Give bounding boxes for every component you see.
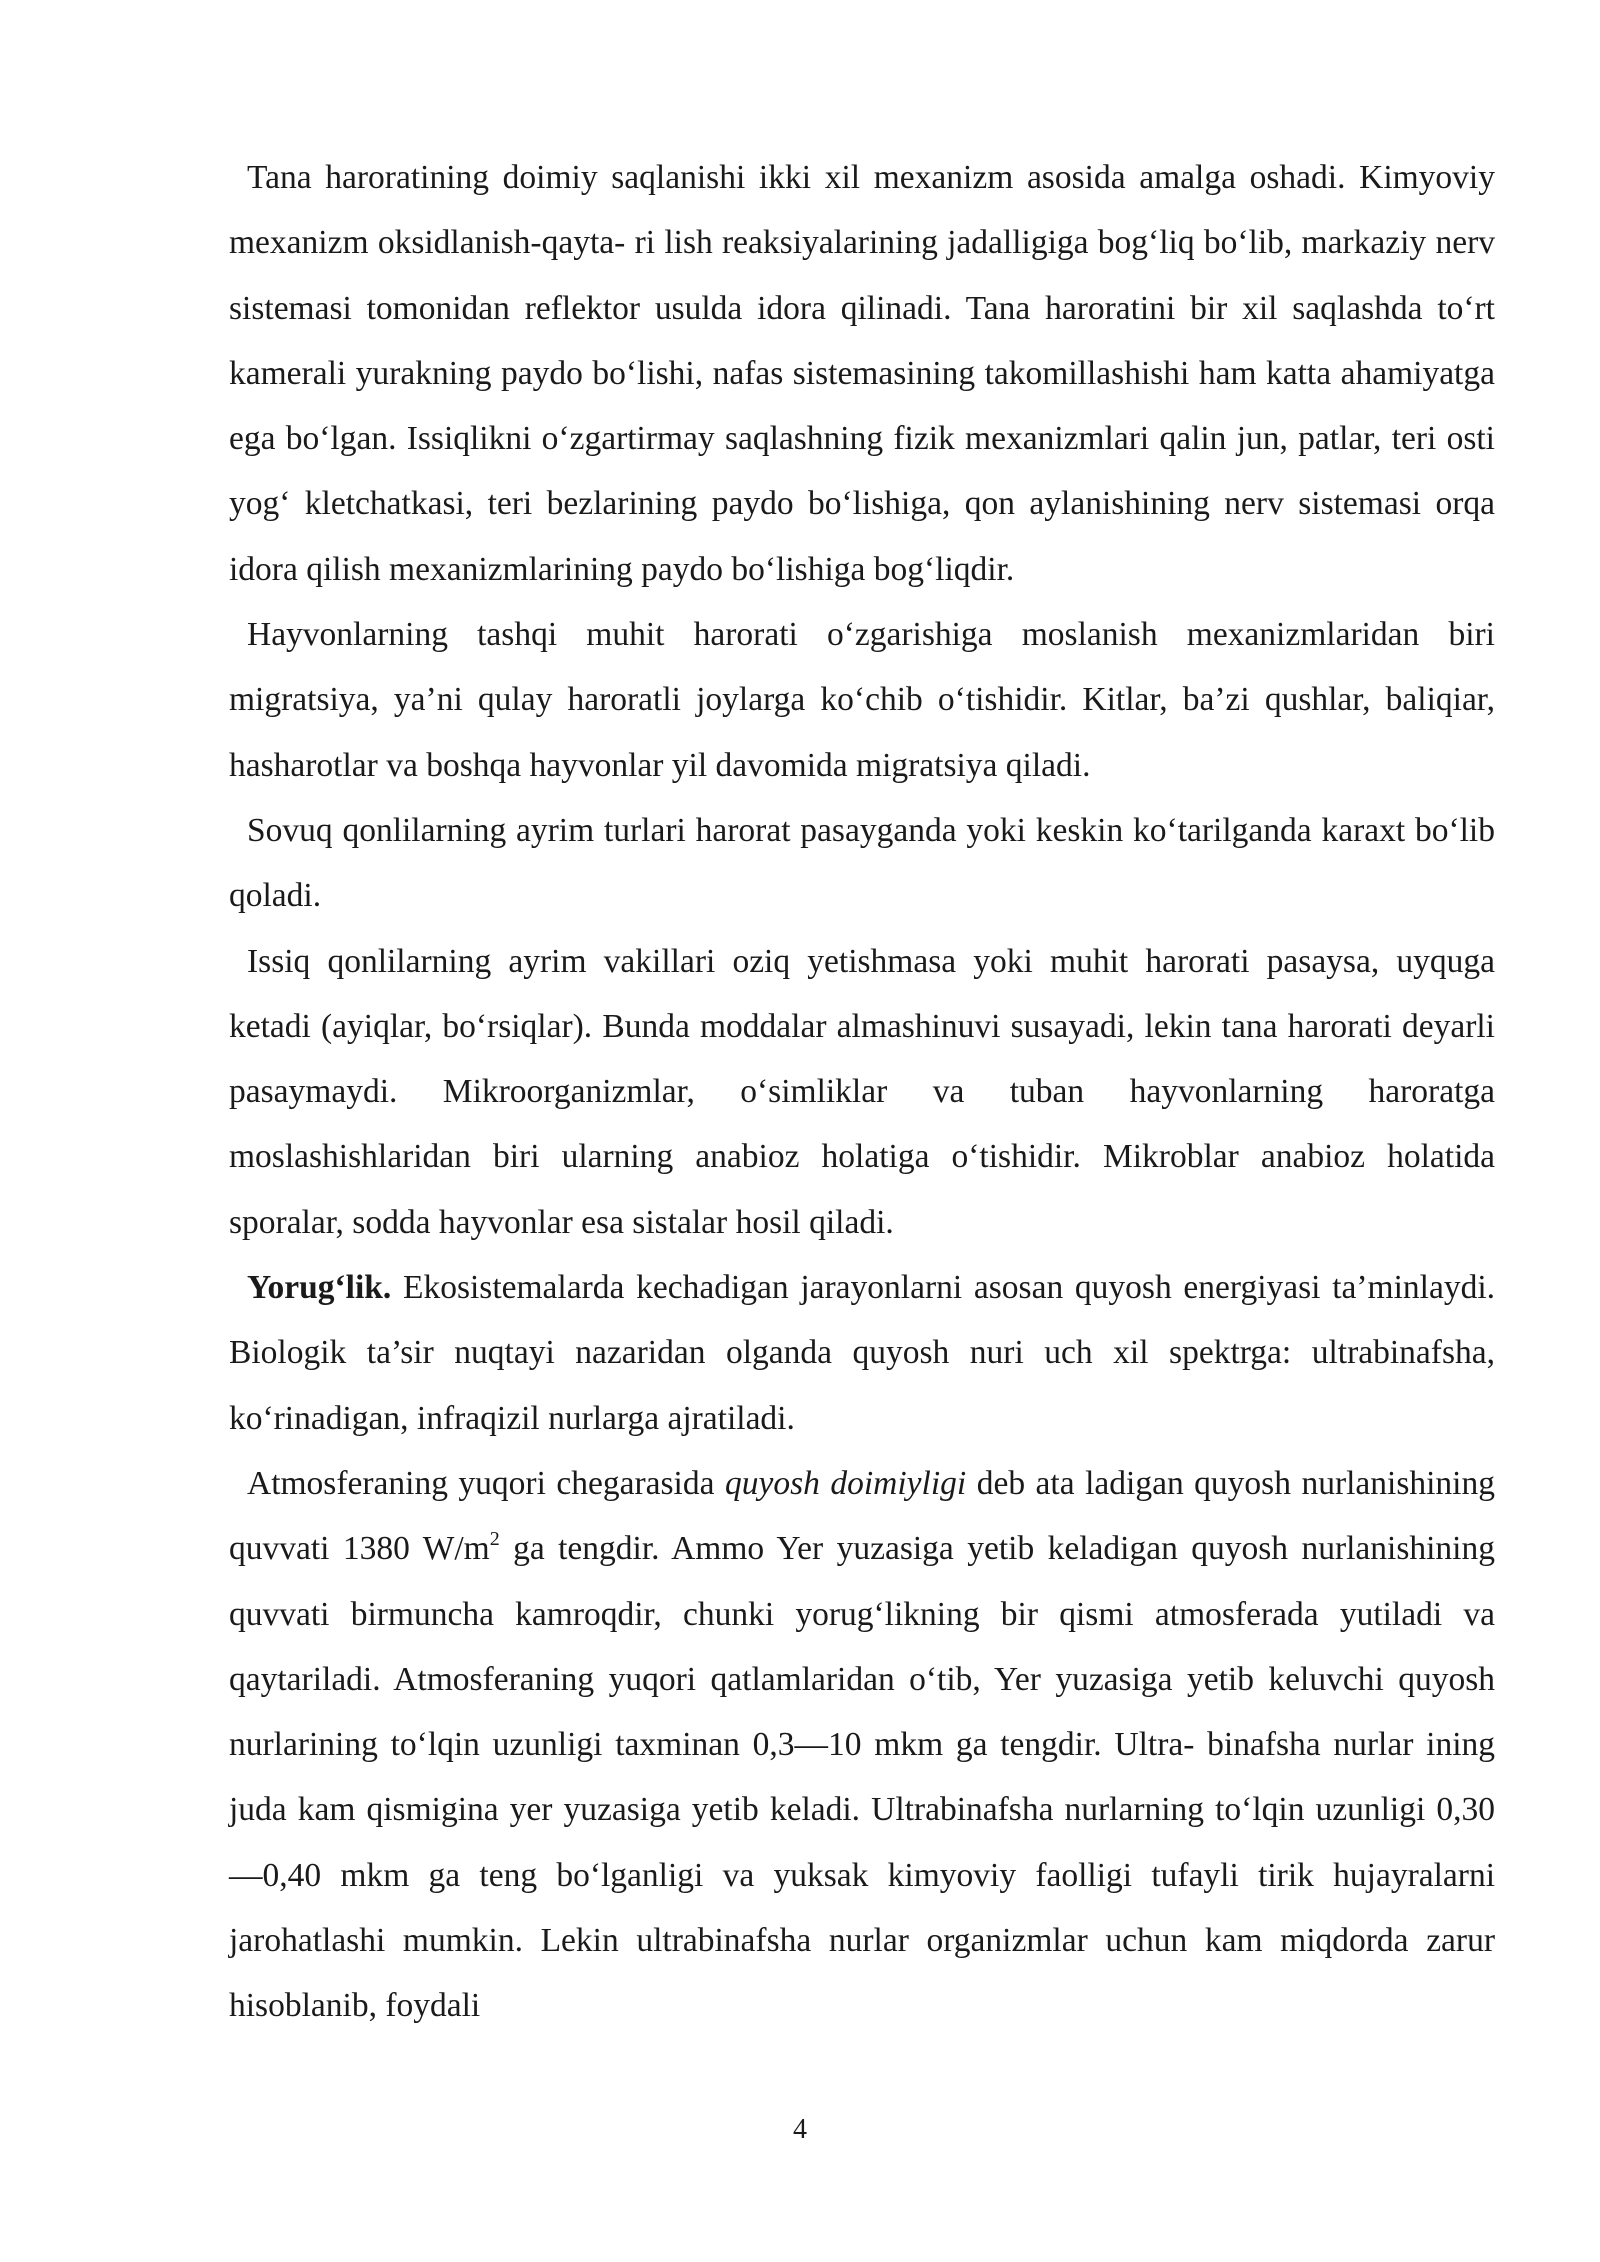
paragraph-text-start: Atmosferaning yuqori chegarasida bbox=[247, 1464, 725, 1502]
paragraph-text: Hayvonlarning tashqi muhit harorati o‘zgarishiga moslanish mexanizmlaridan biri migratsiya, ya’ni qulay haroratli joylarga ko‘chib o‘tishidir. Kitlar, ba’zi qushlar, baliqiar, hasharotlar va boshqa hayvonlar yil davomida migratsiya qiladi. bbox=[229, 616, 1495, 784]
paragraph-migration bbox=[229, 602, 1495, 798]
paragraph-thermoregulation bbox=[229, 145, 1495, 602]
paragraph-text-middle: deb ata ladigan quyosh nurlanishining quvvati 1380 W/m bbox=[229, 1464, 1495, 1568]
paragraph-warm-blooded bbox=[229, 929, 1495, 1255]
paragraph-solar-constant bbox=[229, 1451, 1495, 2039]
document-page bbox=[229, 145, 1495, 2039]
paragraph-text: Issiq qonlilarning ayrim vakillari oziq yetishmasa yoki muhit harorati pasaysa, uyquga ketadi (ayiqlar, bo‘rsiqlar). Bunda moddalar almashinuvi susayadi, lekin tana harorati deyarli pasaymaydi. Mikroorganizmlar, o‘simliklar va tuban hayvonlarning haroratga moslashishlaridan biri ularning anabioz holatiga o‘tishidir. Mikroblar anabioz holatida sporalar, sodda hayvonlar esa sistalar hosil qiladi. bbox=[229, 942, 1495, 1241]
paragraph-text: Tana haroratining doimiy saqlanishi ikki xil mexanizm asosida amalga oshadi. Kimyoviy mexanizm oksidlanish-qayta- ri lish reaksiyalarining jadalligiga bog‘liq bo‘lib, markaziy nerv sistemasi tomonidan reflektor usulda idora qilinadi. Tana haroratini bir xil saqlashda to‘rt kamerali yurakning paydo bo‘lishi, nafas sistemasining takomillashishi ham katta ahamiyatga ega bo‘lgan. Issiqlikni o‘zgartirmay saqlashning fizik mexanizmlari qalin jun, patlar, teri osti yog‘ kletchatkasi, teri bezlarining paydo bo‘lishiga, qon aylanishining nerv sistemasi orqa idora qilish mexanizmlarining paydo bo‘lishiga bog‘liqdir. bbox=[229, 159, 1495, 588]
section-heading: Yorug‘lik. bbox=[247, 1269, 392, 1307]
italic-term: quyosh doimiyligi bbox=[724, 1464, 967, 1502]
paragraph-text-end: ga tengdir. Ammo Yer yuzasiga yetib keladigan quyosh nurlanishining quvvati birmuncha kamroqdir, chunki yorug‘likning bir qismi atmosferada yutiladi va qaytariladi. Atmosferaning yuqori qatlamlaridan o‘tib, Yer yuzasiga yetib keluvchi quyosh nurlarining to‘lqin uzunligi taxminan 0,3—10 mkm ga tengdir. Ultra- binafsha nurlar ining juda kam qismigina yer yuzasiga yetib keladi. Ultrabinafsha nurlarning to‘lqin uzunligi 0,30—0,40 mkm ga teng bo‘lganligi va yuksak kimyoviy faolligi tufayli tirik hujayralarni jarohatlashi mumkin. Lekin ultrabinafsha nurlar organizmlar uchun kam miqdorda zarur hisoblanib, foydali bbox=[229, 1530, 1495, 2025]
paragraph-text: Ekosistemalarda kechadigan jarayonlarni asosan quyosh energiyasi ta’minlaydi. Biologik ta’sir nuqtayi nazaridan olganda quyosh nuri uch xil spektrga: ultrabinafsha, ko‘rinadigan, infraqizil nurlarga ajratiladi. bbox=[229, 1269, 1495, 1437]
paragraph-cold-blooded bbox=[229, 798, 1495, 929]
page-number: 4 bbox=[793, 2114, 807, 2145]
unit-superscript: 2 bbox=[489, 1528, 500, 1551]
paragraph-light bbox=[229, 1255, 1495, 1451]
paragraph-text: Sovuq qonlilarning ayrim turlari harorat pasayganda yoki keskin ko‘tarilganda karaxt bo‘lib qoladi. bbox=[229, 811, 1495, 915]
